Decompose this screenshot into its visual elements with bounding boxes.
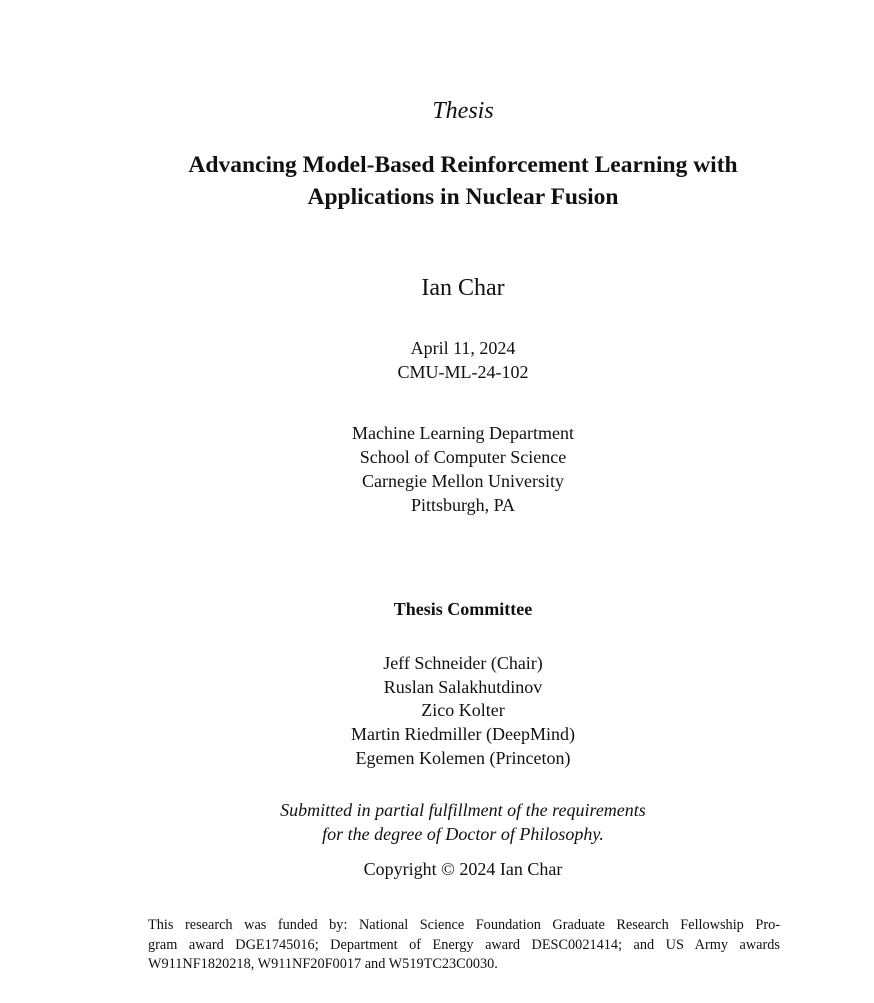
funding-line-3: W911NF1820218, W911NF20F0017 and W519TC23C0030. <box>148 956 498 972</box>
thesis-title-line-1: Advancing Model-Based Reinforcement Learning with <box>188 152 738 178</box>
funding-statement <box>148 916 780 975</box>
affiliation-department: Machine Learning Department <box>352 423 574 443</box>
committee-member: Egemen Kolemen (Princeton) <box>355 748 571 768</box>
report-number: CMU-ML-24-102 <box>397 362 529 382</box>
affiliation-school: School of Computer Science <box>359 447 567 467</box>
committee-member: Jeff Schneider (Chair) <box>383 653 543 673</box>
document-type-label: Thesis <box>432 98 494 124</box>
funding-line-1: This research was funded by: National Science Foundation Graduate Research Fellowship Pro- <box>148 917 780 933</box>
thesis-title-line-2: Applications in Nuclear Fusion <box>307 184 619 210</box>
author-name: Ian Char <box>421 275 505 301</box>
committee-member: Zico Kolter <box>421 700 505 720</box>
funding-line-2: gram award DGE1745016; Department of Energy award DESC0021414; and US Army awards <box>148 936 780 953</box>
submission-statement-line-2: for the degree of Doctor of Philosophy. <box>322 824 604 844</box>
affiliation-university: Carnegie Mellon University <box>362 471 564 491</box>
committee-member: Martin Riedmiller (DeepMind) <box>351 724 575 744</box>
committee-member: Ruslan Salakhutdinov <box>383 677 543 697</box>
committee-heading: Thesis Committee <box>393 599 533 619</box>
affiliation-location: Pittsburgh, PA <box>410 495 516 515</box>
submission-statement-line-1: Submitted in partial fulfillment of the requirements <box>280 800 646 820</box>
copyright-notice: Copyright © 2024 Ian Char <box>363 859 563 879</box>
submission-date: April 11, 2024 <box>410 338 516 358</box>
